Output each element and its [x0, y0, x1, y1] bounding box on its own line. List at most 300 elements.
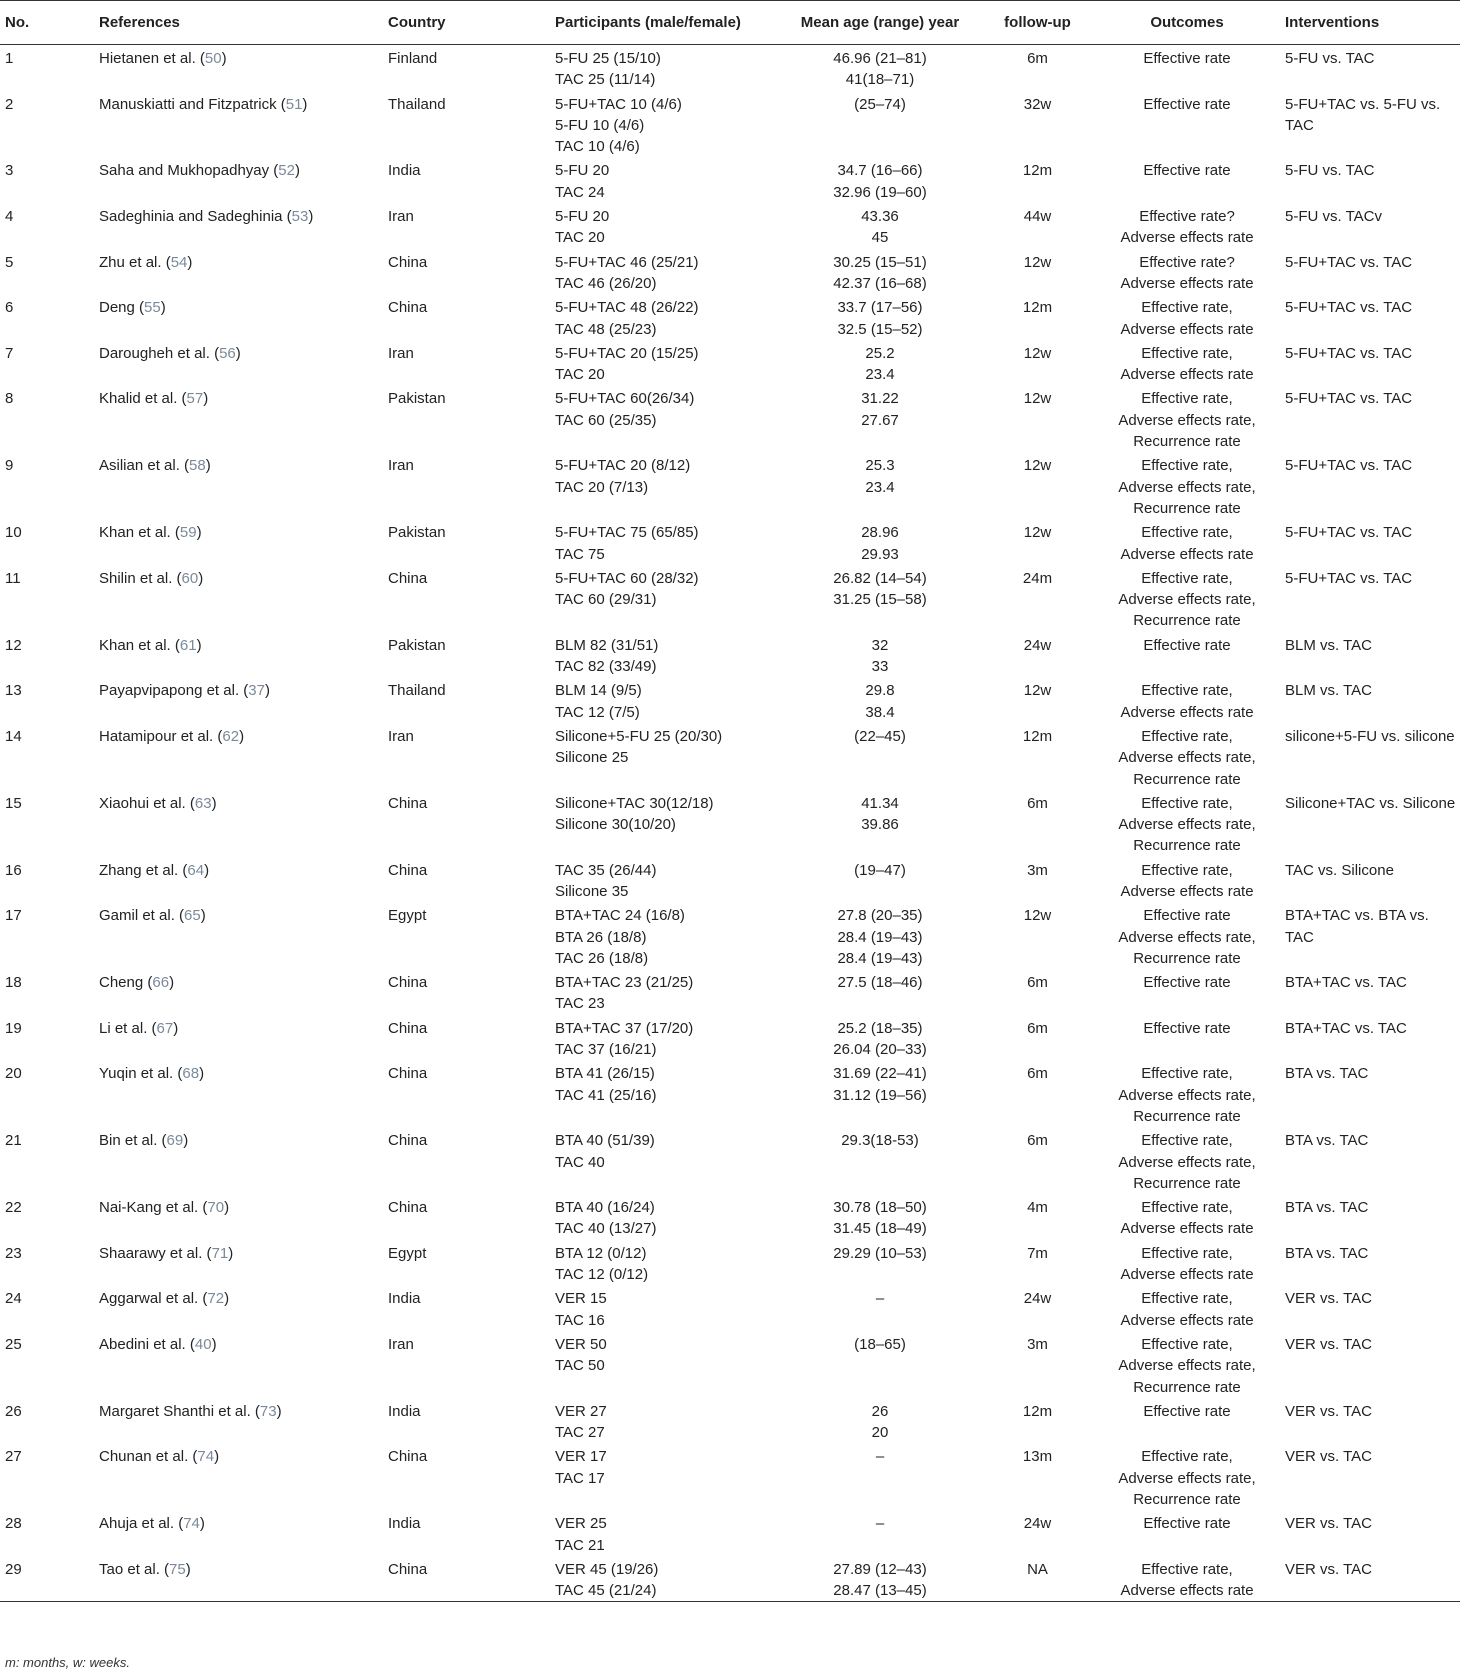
cell-interventions	[1280, 1443, 1460, 1510]
participants-line: VER 15	[555, 1290, 607, 1308]
interventions-text: BLM vs. TAC	[1285, 636, 1372, 654]
row-number: 12	[5, 636, 22, 654]
interventions-text: BTA+TAC vs. TAC	[1285, 974, 1407, 992]
participants-line: 5-FU 25 (15/10)	[555, 50, 661, 67]
outcome-line: Effective rate?	[1139, 253, 1235, 271]
table-row	[0, 203, 1460, 249]
cell-mean-age	[779, 632, 981, 678]
outcome-line: Effective rate	[1143, 1515, 1231, 1533]
cell-country	[383, 1060, 550, 1127]
follow-up-text: 12w	[1023, 682, 1052, 700]
cell-follow-up	[981, 723, 1094, 790]
cell-no	[0, 677, 94, 723]
cell-interventions	[1280, 157, 1460, 203]
cell-no	[0, 452, 94, 519]
country-text: India	[388, 1402, 421, 1420]
interventions-text: BTA+TAC vs. BTA vs. TAC	[1285, 907, 1429, 946]
outcome-line: Adverse effects rate	[1120, 320, 1254, 338]
reference-text: Ahuja et al. (	[99, 1515, 184, 1533]
cell-outcomes	[1094, 249, 1280, 295]
cell-participants	[550, 723, 779, 790]
cell-reference	[94, 1015, 383, 1061]
interventions-text: 5-FU+TAC vs. TAC	[1285, 457, 1413, 475]
cell-no	[0, 1556, 94, 1602]
cell-participants	[550, 1060, 779, 1127]
outcome-line: Recurrence rate	[1133, 499, 1241, 517]
cell-reference	[94, 91, 383, 158]
participants-line: TAC 20	[555, 366, 605, 384]
cell-participants	[550, 1127, 779, 1194]
participants-line: TAC 37 (16/21)	[555, 1041, 657, 1059]
cell-country	[383, 157, 550, 203]
cell-reference	[94, 790, 383, 857]
cell-interventions	[1280, 1331, 1460, 1398]
cell-participants	[550, 1398, 779, 1444]
cell-mean-age	[779, 1194, 981, 1240]
cell-country	[383, 1285, 550, 1331]
reference-close-paren: )	[185, 1560, 191, 1578]
outcome-line: Adverse effects rate	[1120, 1220, 1254, 1238]
cell-participants	[550, 677, 779, 723]
reference-citation-link: 72	[207, 1290, 225, 1308]
cell-reference	[94, 340, 383, 386]
mean-age-line: 29.93	[861, 545, 899, 563]
cell-outcomes	[1094, 969, 1280, 1015]
follow-up-text: NA	[1027, 1560, 1048, 1578]
mean-age-line: 27.8 (20–35)	[837, 907, 923, 925]
cell-no	[0, 857, 94, 903]
outcome-line: Recurrence rate	[1133, 1491, 1241, 1508]
mean-age-line: 28.4 (19–43)	[837, 949, 923, 967]
outcome-line: Adverse effects rate,	[1118, 1357, 1256, 1375]
cell-interventions	[1280, 1194, 1460, 1240]
outcome-line: Recurrence rate	[1133, 1107, 1241, 1125]
interventions-text: 5-FU+TAC vs. TAC	[1285, 524, 1413, 542]
cell-outcomes	[1094, 1285, 1280, 1331]
cell-outcomes	[1094, 452, 1280, 519]
cell-reference	[94, 1240, 383, 1286]
cell-interventions	[1280, 1127, 1460, 1194]
follow-up-text: 6m	[1027, 50, 1048, 67]
country-text: India	[388, 1515, 421, 1533]
country-text: Iran	[388, 727, 414, 745]
outcome-line: Effective rate,	[1141, 1199, 1233, 1217]
cell-follow-up	[981, 677, 1094, 723]
outcome-line: Adverse effects rate,	[1118, 591, 1256, 609]
country-text: Pakistan	[388, 390, 446, 408]
mean-age-line: 27.5 (18–46)	[837, 974, 923, 992]
cell-mean-age	[779, 790, 981, 857]
reference-citation-link: 62	[222, 727, 240, 745]
reference-text: Payapvipapong et al. (	[99, 682, 249, 700]
cell-participants	[550, 1443, 779, 1510]
outcome-line: Adverse effects rate,	[1118, 478, 1256, 496]
interventions-text: VER vs. TAC	[1285, 1335, 1372, 1353]
mean-age-line: 25.3	[865, 457, 895, 475]
cell-mean-age	[779, 1510, 981, 1556]
cell-reference	[94, 723, 383, 790]
reference-citation-link: 70	[207, 1199, 225, 1217]
cell-mean-age	[779, 565, 981, 632]
cell-follow-up	[981, 385, 1094, 452]
reference-close-paren: )	[204, 861, 210, 879]
participants-line: BTA+TAC 37 (17/20)	[555, 1019, 694, 1037]
cell-outcomes	[1094, 677, 1280, 723]
participants-line: BTA 40 (16/24)	[555, 1199, 655, 1217]
outcome-line: Adverse effects rate	[1120, 1311, 1254, 1329]
reference-close-paren: )	[276, 1402, 282, 1420]
cell-reference	[94, 1556, 383, 1602]
participants-line: TAC 50	[555, 1357, 605, 1375]
table-row	[0, 249, 1460, 295]
table-row	[0, 1331, 1460, 1398]
reference-citation-link: 60	[181, 569, 199, 587]
cell-interventions	[1280, 1015, 1460, 1061]
cell-reference	[94, 1194, 383, 1240]
interventions-text: 5-FU vs. TAC	[1285, 162, 1375, 180]
outcome-line: Adverse effects rate,	[1118, 411, 1256, 429]
cell-interventions	[1280, 1285, 1460, 1331]
participants-line: TAC 16	[555, 1311, 605, 1329]
reference-citation-link: 58	[189, 457, 206, 475]
mean-age-line: 27.89 (12–43)	[833, 1560, 927, 1578]
reference-text: Khan et al. (	[99, 524, 180, 542]
outcome-line: Effective rate,	[1141, 569, 1233, 587]
country-text: Egypt	[388, 907, 427, 925]
cell-no	[0, 45, 94, 91]
col-header-country: Country	[383, 1, 550, 45]
reference-close-paren: )	[196, 524, 202, 542]
row-number: 6	[5, 299, 14, 317]
participants-line: TAC 20	[555, 229, 605, 247]
row-number: 5	[5, 253, 14, 271]
reference-close-paren: )	[294, 162, 300, 180]
reference-text: Yuqin et al. (	[99, 1065, 183, 1083]
cell-mean-age	[779, 1398, 981, 1444]
participants-line: BTA 26 (18/8)	[555, 928, 647, 946]
cell-country	[383, 723, 550, 790]
reference-citation-link: 61	[179, 636, 197, 654]
outcome-line: Effective rate,	[1141, 457, 1233, 475]
cell-mean-age	[779, 45, 981, 91]
interventions-text: VER vs. TAC	[1285, 1515, 1372, 1533]
reference-close-paren: )	[205, 457, 211, 475]
cell-country	[383, 385, 550, 452]
cell-follow-up	[981, 1443, 1094, 1510]
participants-line: Silicone 30(10/20)	[555, 816, 676, 834]
cell-outcomes	[1094, 203, 1280, 249]
row-number: 8	[5, 390, 14, 408]
reference-citation-link: 67	[156, 1019, 174, 1037]
follow-up-text: 12w	[1023, 907, 1052, 925]
reference-text: Bin et al. (	[99, 1132, 167, 1150]
mean-age-line: 33	[871, 658, 889, 676]
cell-follow-up	[981, 1398, 1094, 1444]
interventions-text: 5-FU vs. TACv	[1285, 208, 1382, 226]
cell-participants	[550, 249, 779, 295]
participants-line: TAC 20 (7/13)	[555, 478, 649, 496]
cell-outcomes	[1094, 1240, 1280, 1286]
cell-outcomes	[1094, 1060, 1280, 1127]
mean-age-line: 31.12 (19–56)	[833, 1086, 927, 1104]
interventions-text: BTA vs. TAC	[1285, 1199, 1369, 1217]
follow-up-text: 44w	[1023, 208, 1052, 226]
interventions-text: 5-FU vs. TAC	[1285, 50, 1375, 67]
mean-age-line: 46.96 (21–81)	[833, 50, 927, 67]
outcome-line: Effective rate	[1143, 50, 1231, 67]
reference-text: Deng (	[99, 299, 145, 317]
cell-mean-age	[779, 1127, 981, 1194]
country-text: China	[388, 299, 428, 317]
country-text: Thailand	[388, 682, 446, 700]
interventions-text: BTA vs. TAC	[1285, 1065, 1369, 1083]
follow-up-text: 6m	[1027, 1019, 1048, 1037]
cell-reference	[94, 519, 383, 565]
cell-mean-age	[779, 1331, 981, 1398]
cell-participants	[550, 91, 779, 158]
outcome-line: Effective rate,	[1141, 1065, 1233, 1083]
participants-line: 5-FU 10 (4/6)	[555, 116, 645, 134]
table-footnote: m: months, w: weeks.	[5, 1655, 130, 1670]
cell-country	[383, 1015, 550, 1061]
reference-close-paren: )	[173, 1019, 179, 1037]
mean-age-line: 29.29 (10–53)	[833, 1244, 927, 1262]
cell-no	[0, 902, 94, 969]
row-number: 24	[5, 1290, 22, 1308]
participants-line: TAC 23	[555, 995, 605, 1013]
outcome-line: Effective rate	[1143, 974, 1231, 992]
cell-follow-up	[981, 1127, 1094, 1194]
outcome-line: Adverse effects rate,	[1118, 1153, 1256, 1171]
interventions-text: BTA vs. TAC	[1285, 1132, 1369, 1150]
cell-mean-age	[779, 294, 981, 340]
cell-no	[0, 1060, 94, 1127]
cell-mean-age	[779, 91, 981, 158]
country-text: India	[388, 162, 421, 180]
table-row	[0, 790, 1460, 857]
cell-no	[0, 1443, 94, 1510]
row-number: 9	[5, 457, 14, 475]
mean-age-line: –	[875, 1290, 885, 1308]
outcome-line: Effective rate,	[1141, 727, 1233, 745]
outcome-line: Effective rate,	[1141, 344, 1233, 362]
outcome-line: Effective rate	[1143, 95, 1231, 113]
reference-text: Xiaohui et al. (	[99, 794, 195, 812]
row-number: 14	[5, 727, 22, 745]
follow-up-text: 24w	[1023, 636, 1052, 654]
reference-citation-link: 37	[248, 682, 265, 700]
cell-reference	[94, 1127, 383, 1194]
row-number: 29	[5, 1560, 22, 1578]
cell-outcomes	[1094, 1127, 1280, 1194]
cell-participants	[550, 203, 779, 249]
cell-participants	[550, 1331, 779, 1398]
cell-country	[383, 902, 550, 969]
reference-citation-link: 65	[184, 907, 201, 925]
cell-mean-age	[779, 385, 981, 452]
interventions-text: 5-FU+TAC vs. TAC	[1285, 390, 1413, 408]
mean-age-line: 30.78 (18–50)	[833, 1199, 927, 1217]
reference-close-paren: )	[199, 1515, 205, 1533]
table-row	[0, 1127, 1460, 1194]
table-row	[0, 45, 1460, 91]
reference-citation-link: 55	[144, 299, 161, 317]
participants-line: Silicone 25	[555, 749, 629, 767]
cell-participants	[550, 340, 779, 386]
country-text: Egypt	[388, 1244, 427, 1262]
row-number: 15	[5, 794, 22, 812]
table-row	[0, 857, 1460, 903]
cell-no	[0, 385, 94, 452]
outcome-line: Recurrence rate	[1133, 1174, 1241, 1192]
cell-participants	[550, 1510, 779, 1556]
cell-reference	[94, 157, 383, 203]
cell-outcomes	[1094, 857, 1280, 903]
reference-close-paren: )	[160, 299, 166, 317]
cell-interventions	[1280, 91, 1460, 158]
cell-follow-up	[981, 45, 1094, 91]
participants-line: VER 27	[555, 1402, 607, 1420]
outcome-line: Effective rate,	[1141, 1244, 1233, 1262]
cell-no	[0, 91, 94, 158]
row-number: 26	[5, 1402, 22, 1420]
participants-line: 5-FU 20	[555, 208, 610, 226]
table-row	[0, 1060, 1460, 1127]
cell-country	[383, 1398, 550, 1444]
reference-text: Li et al. (	[99, 1019, 157, 1037]
row-number: 16	[5, 861, 22, 879]
cell-reference	[94, 1510, 383, 1556]
table-row	[0, 565, 1460, 632]
cell-follow-up	[981, 1240, 1094, 1286]
table-row	[0, 632, 1460, 678]
reference-text: Khalid et al. (	[99, 390, 187, 408]
cell-participants	[550, 1015, 779, 1061]
cell-outcomes	[1094, 45, 1280, 91]
follow-up-text: 24w	[1023, 1515, 1052, 1533]
interventions-text: VER vs. TAC	[1285, 1402, 1372, 1420]
interventions-text: Silicone+TAC vs. Silicone	[1285, 794, 1456, 812]
cell-follow-up	[981, 1015, 1094, 1061]
cell-interventions	[1280, 452, 1460, 519]
cell-outcomes	[1094, 91, 1280, 158]
col-header-mean-age: Mean age (range) year	[779, 1, 981, 45]
cell-interventions	[1280, 203, 1460, 249]
cell-outcomes	[1094, 1398, 1280, 1444]
follow-up-text: 6m	[1027, 974, 1048, 992]
participants-line: 5-FU+TAC 20 (15/25)	[555, 344, 699, 362]
cell-interventions	[1280, 565, 1460, 632]
mean-age-line: 29.3(18-53)	[841, 1132, 919, 1150]
participants-line: 5-FU+TAC 46 (25/21)	[555, 253, 699, 271]
outcome-line: Effective rate,	[1141, 390, 1233, 408]
country-text: Iran	[388, 457, 414, 475]
reference-text: Nai-Kang et al. (	[99, 1199, 208, 1217]
participants-line: TAC 48 (25/23)	[555, 320, 657, 338]
cell-reference	[94, 452, 383, 519]
cell-reference	[94, 857, 383, 903]
cell-no	[0, 1510, 94, 1556]
participants-line: BTA+TAC 24 (16/8)	[555, 907, 685, 925]
table-row	[0, 1285, 1460, 1331]
cell-country	[383, 91, 550, 158]
participants-line: Silicone 35	[555, 882, 629, 900]
reference-citation-link: 64	[187, 861, 205, 879]
cell-mean-age	[779, 249, 981, 295]
follow-up-text: 12w	[1023, 457, 1052, 475]
follow-up-text: 12w	[1023, 344, 1052, 362]
participants-line: BTA 12 (0/12)	[555, 1244, 647, 1262]
interventions-text: 5-FU+TAC vs. TAC	[1285, 569, 1413, 587]
outcome-line: Effective rate	[1143, 907, 1231, 925]
table-row	[0, 1556, 1460, 1602]
col-header-no: No.	[0, 1, 94, 45]
cell-no	[0, 1015, 94, 1061]
cell-country	[383, 677, 550, 723]
outcome-line: Effective rate	[1143, 1402, 1231, 1420]
participants-line: 5-FU+TAC 75 (65/85)	[555, 524, 699, 542]
cell-reference	[94, 1398, 383, 1444]
participants-line: 5-FU+TAC 10 (4/6)	[555, 95, 682, 113]
mean-age-line: 28.4 (19–43)	[837, 928, 923, 946]
participants-line: TAC 60 (29/31)	[555, 591, 657, 609]
reference-close-paren: )	[198, 569, 204, 587]
row-number: 11	[5, 569, 21, 587]
cell-outcomes	[1094, 1194, 1280, 1240]
mean-age-line: 27.67	[861, 411, 899, 429]
reference-citation-link: 73	[259, 1402, 277, 1420]
outcome-line: Recurrence rate	[1133, 949, 1241, 967]
cell-participants	[550, 1240, 779, 1286]
mean-age-line: 31.69 (22–41)	[833, 1065, 927, 1083]
reference-citation-link: 66	[152, 974, 170, 992]
outcome-line: Effective rate,	[1141, 682, 1233, 700]
follow-up-text: 7m	[1027, 1244, 1048, 1262]
mean-age-line: 42.37 (16–68)	[833, 274, 927, 292]
reference-citation-link: 57	[186, 390, 204, 408]
mean-age-line: 33.7 (17–56)	[837, 299, 923, 317]
reference-close-paren: )	[264, 682, 270, 700]
cell-interventions	[1280, 1556, 1460, 1602]
cell-follow-up	[981, 857, 1094, 903]
cell-follow-up	[981, 632, 1094, 678]
follow-up-text: 3m	[1027, 1335, 1048, 1353]
reference-text: Chunan et al. (	[99, 1448, 198, 1466]
cell-follow-up	[981, 157, 1094, 203]
cell-participants	[550, 565, 779, 632]
cell-reference	[94, 1331, 383, 1398]
cell-participants	[550, 632, 779, 678]
outcome-line: Adverse effects rate,	[1118, 1086, 1256, 1104]
table-row	[0, 385, 1460, 452]
cell-country	[383, 565, 550, 632]
cell-country	[383, 203, 550, 249]
follow-up-text: 12w	[1023, 253, 1052, 271]
cell-outcomes	[1094, 723, 1280, 790]
outcome-line: Recurrence rate	[1133, 1378, 1241, 1396]
cell-country	[383, 340, 550, 386]
cell-outcomes	[1094, 1510, 1280, 1556]
reference-close-paren: )	[199, 1065, 205, 1083]
cell-outcomes	[1094, 1015, 1280, 1061]
reference-text: Abedini et al. (	[99, 1335, 195, 1353]
follow-up-text: 6m	[1027, 1065, 1048, 1083]
cell-outcomes	[1094, 519, 1280, 565]
reference-close-paren: )	[214, 1448, 220, 1466]
col-header-follow-up: follow-up	[981, 1, 1094, 45]
row-number: 21	[5, 1132, 22, 1150]
outcome-line: Recurrence rate	[1133, 770, 1241, 788]
